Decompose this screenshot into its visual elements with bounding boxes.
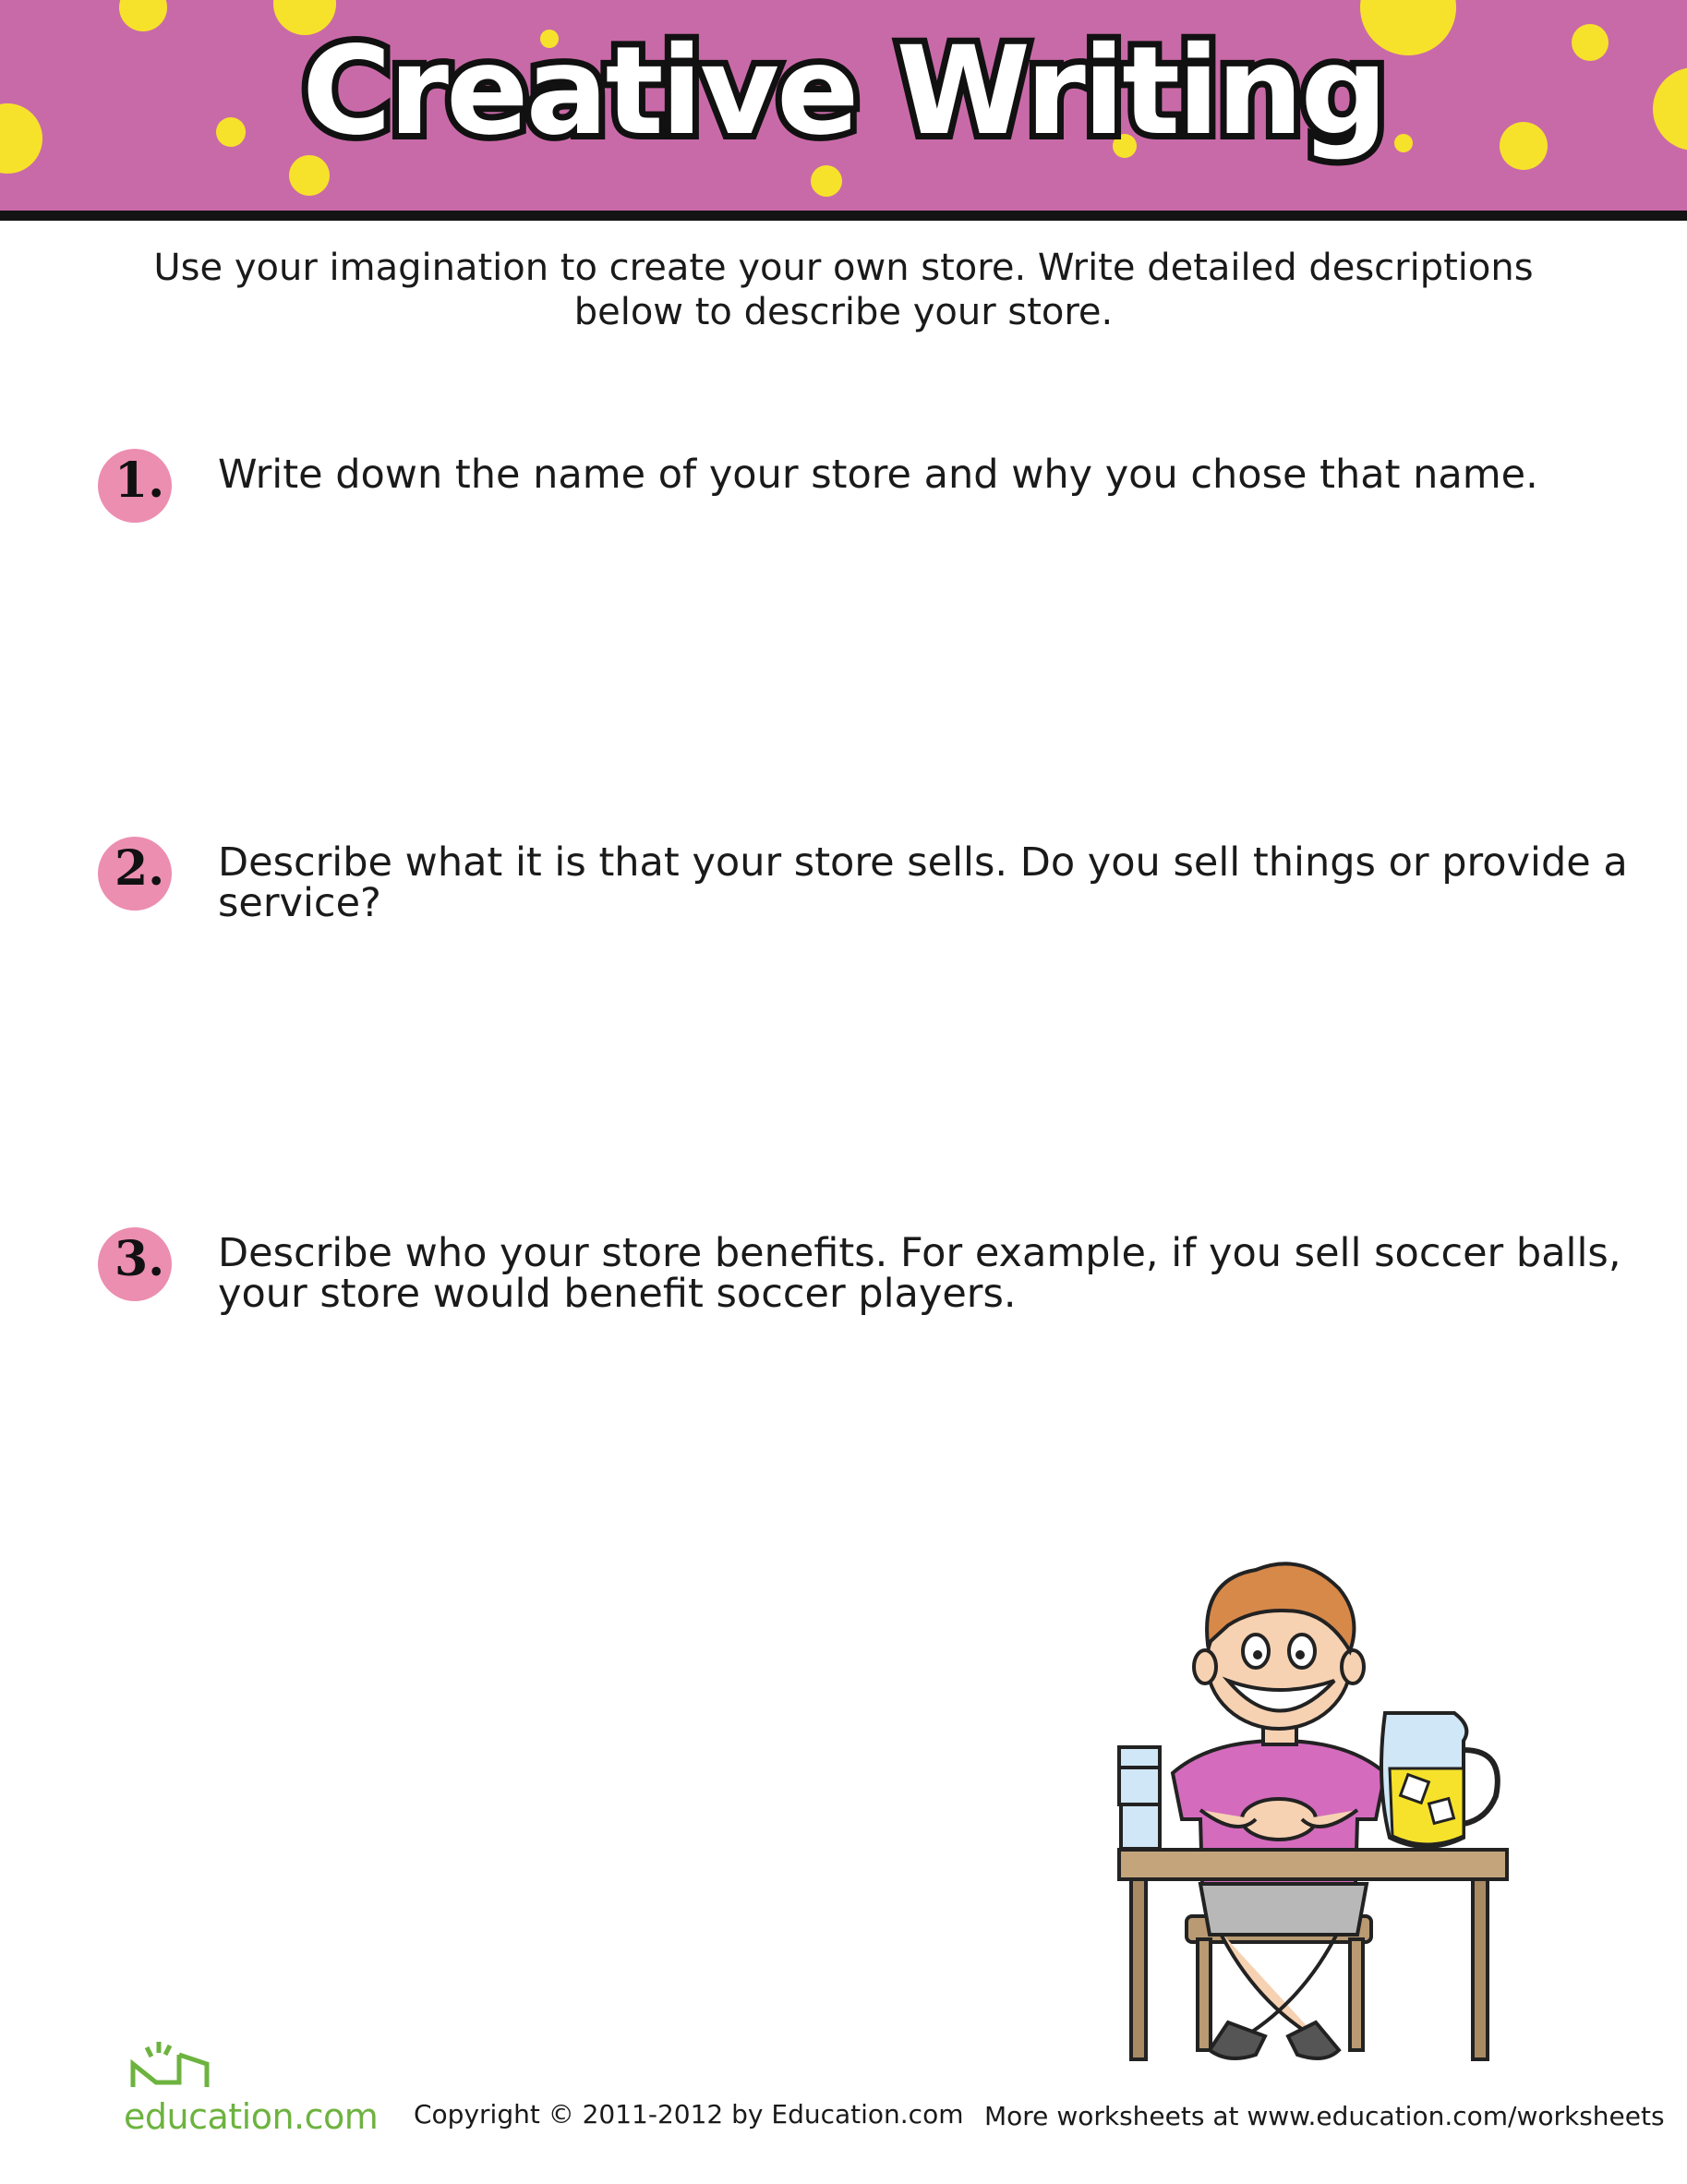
question-number-badge: 3. bbox=[98, 1227, 172, 1301]
copyright-text: Copyright © 2011-2012 by Education.com bbox=[414, 2099, 964, 2130]
question-number-badge: 2. bbox=[98, 837, 172, 911]
more-worksheets-link[interactable]: More worksheets at www.education.com/worksheets bbox=[984, 2101, 1665, 2131]
education-logo-text: education.com bbox=[124, 2096, 379, 2137]
question-number-badge: 1. bbox=[98, 449, 172, 523]
banner-divider bbox=[0, 211, 1687, 221]
question-text: Write down the name of your store and why you chose that name. bbox=[218, 452, 1538, 498]
question-2 bbox=[98, 837, 1631, 938]
boy-at-lemonade-stand-illustration bbox=[1108, 1542, 1542, 2078]
instructions-text: Use your imagination to create your own store. Write detailed descriptions below to describe your store. bbox=[153, 247, 1534, 333]
education-logo-icon bbox=[124, 2036, 235, 2101]
question-text: Describe what it is that your store sells. Do you sell things or provide a service? bbox=[218, 839, 1628, 926]
question-text: Describe who your store benefits. For example, if you sell soccer balls, your store would benefit soccer players. bbox=[218, 1230, 1621, 1317]
question-1 bbox=[98, 449, 1631, 541]
question-3 bbox=[98, 1227, 1631, 1329]
header-banner bbox=[0, 0, 1687, 211]
page-title: Creative Writing bbox=[302, 20, 1385, 163]
